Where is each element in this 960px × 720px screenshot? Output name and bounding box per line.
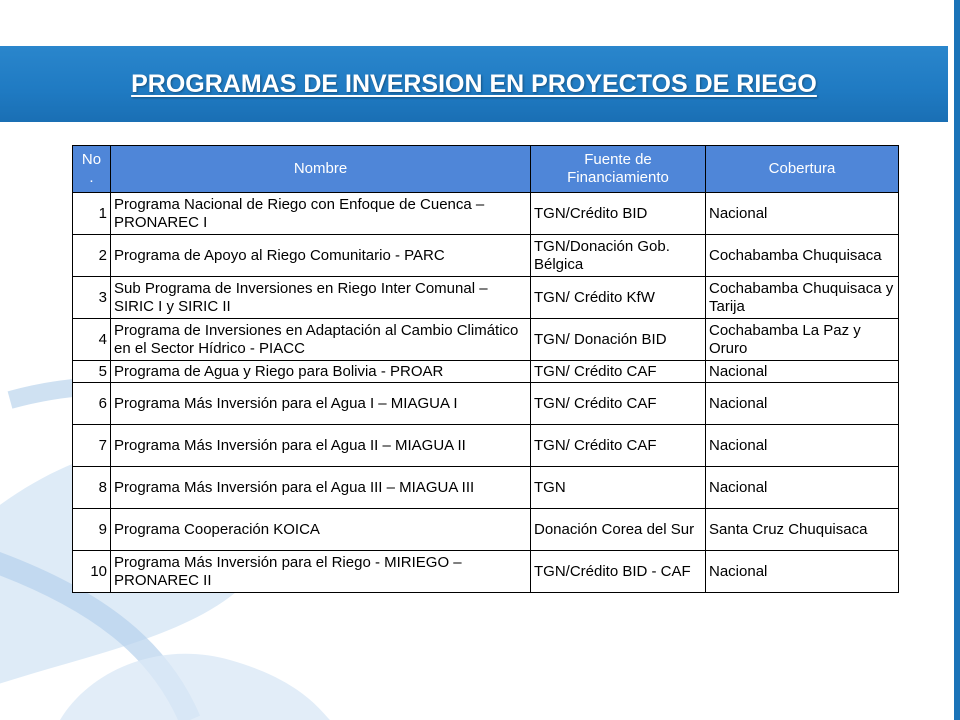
table-row: [73, 319, 899, 361]
cell-cobertura: Nacional: [706, 383, 899, 425]
table-row: [73, 235, 899, 277]
table-row: [73, 193, 899, 235]
cell-cobertura: Nacional: [706, 551, 899, 593]
cell-cobertura: Santa Cruz Chuquisaca: [706, 509, 899, 551]
cell-nombre: Programa Cooperación KOICA: [111, 509, 531, 551]
header-fuente: Fuente de Financiamiento: [531, 146, 706, 193]
cell-no: 10: [73, 551, 111, 593]
table-row: [73, 383, 899, 425]
cell-no: 4: [73, 319, 111, 361]
cell-cobertura: Nacional: [706, 193, 899, 235]
table-header-row: [73, 146, 899, 193]
cell-fuente: TGN/Crédito BID: [531, 193, 706, 235]
cell-nombre: Programa Más Inversión para el Agua II – MIAGUA II: [111, 425, 531, 467]
cell-cobertura: Cochabamba Chuquisaca: [706, 235, 899, 277]
cell-nombre: Programa de Agua y Riego para Bolivia - PROAR: [111, 361, 531, 383]
table-row: [73, 509, 899, 551]
cell-cobertura: Cochabamba La Paz y Oruro: [706, 319, 899, 361]
cell-fuente: TGN/ Donación BID: [531, 319, 706, 361]
cell-cobertura: Nacional: [706, 425, 899, 467]
cell-no: 1: [73, 193, 111, 235]
cell-fuente: TGN/ Crédito CAF: [531, 425, 706, 467]
cell-fuente: TGN: [531, 467, 706, 509]
cell-fuente: TGN/ Crédito CAF: [531, 383, 706, 425]
header-cobertura: Cobertura: [706, 146, 899, 193]
cell-nombre: Programa Más Inversión para el Riego - MIRIEGO – PRONAREC II: [111, 551, 531, 593]
programs-table: [72, 145, 899, 593]
table-row: [73, 425, 899, 467]
cell-nombre: Sub Programa de Inversiones en Riego Inter Comunal – SIRIC I y SIRIC II: [111, 277, 531, 319]
cell-no: 6: [73, 383, 111, 425]
table-row: [73, 467, 899, 509]
cell-fuente: TGN/ Crédito KfW: [531, 277, 706, 319]
table-row: [73, 361, 899, 383]
programs-table-container: [72, 145, 898, 593]
cell-no: 5: [73, 361, 111, 383]
cell-fuente: TGN/ Crédito CAF: [531, 361, 706, 383]
table-row: [73, 277, 899, 319]
cell-cobertura: Cochabamba Chuquisaca y Tarija: [706, 277, 899, 319]
header-no: No .: [73, 146, 111, 193]
cell-no: 8: [73, 467, 111, 509]
cell-no: 2: [73, 235, 111, 277]
cell-no: 3: [73, 277, 111, 319]
table-row: [73, 551, 899, 593]
cell-nombre: Programa Nacional de Riego con Enfoque de Cuenca – PRONAREC I: [111, 193, 531, 235]
page-title: PROGRAMAS DE INVERSION EN PROYECTOS DE RIEGO: [131, 69, 817, 98]
header-nombre: Nombre: [111, 146, 531, 193]
cell-nombre: Programa de Apoyo al Riego Comunitario - PARC: [111, 235, 531, 277]
cell-fuente: Donación Corea del Sur: [531, 509, 706, 551]
title-banner: [0, 46, 948, 122]
cell-cobertura: Nacional: [706, 467, 899, 509]
cell-no: 9: [73, 509, 111, 551]
cell-nombre: Programa de Inversiones en Adaptación al Cambio Climático en el Sector Hídrico - PIACC: [111, 319, 531, 361]
cell-nombre: Programa Más Inversión para el Agua III – MIAGUA III: [111, 467, 531, 509]
cell-nombre: Programa Más Inversión para el Agua I – MIAGUA I: [111, 383, 531, 425]
cell-no: 7: [73, 425, 111, 467]
right-edge-bar: [954, 0, 960, 720]
cell-fuente: TGN/Crédito BID - CAF: [531, 551, 706, 593]
cell-fuente: TGN/Donación Gob. Bélgica: [531, 235, 706, 277]
cell-cobertura: Nacional: [706, 361, 899, 383]
